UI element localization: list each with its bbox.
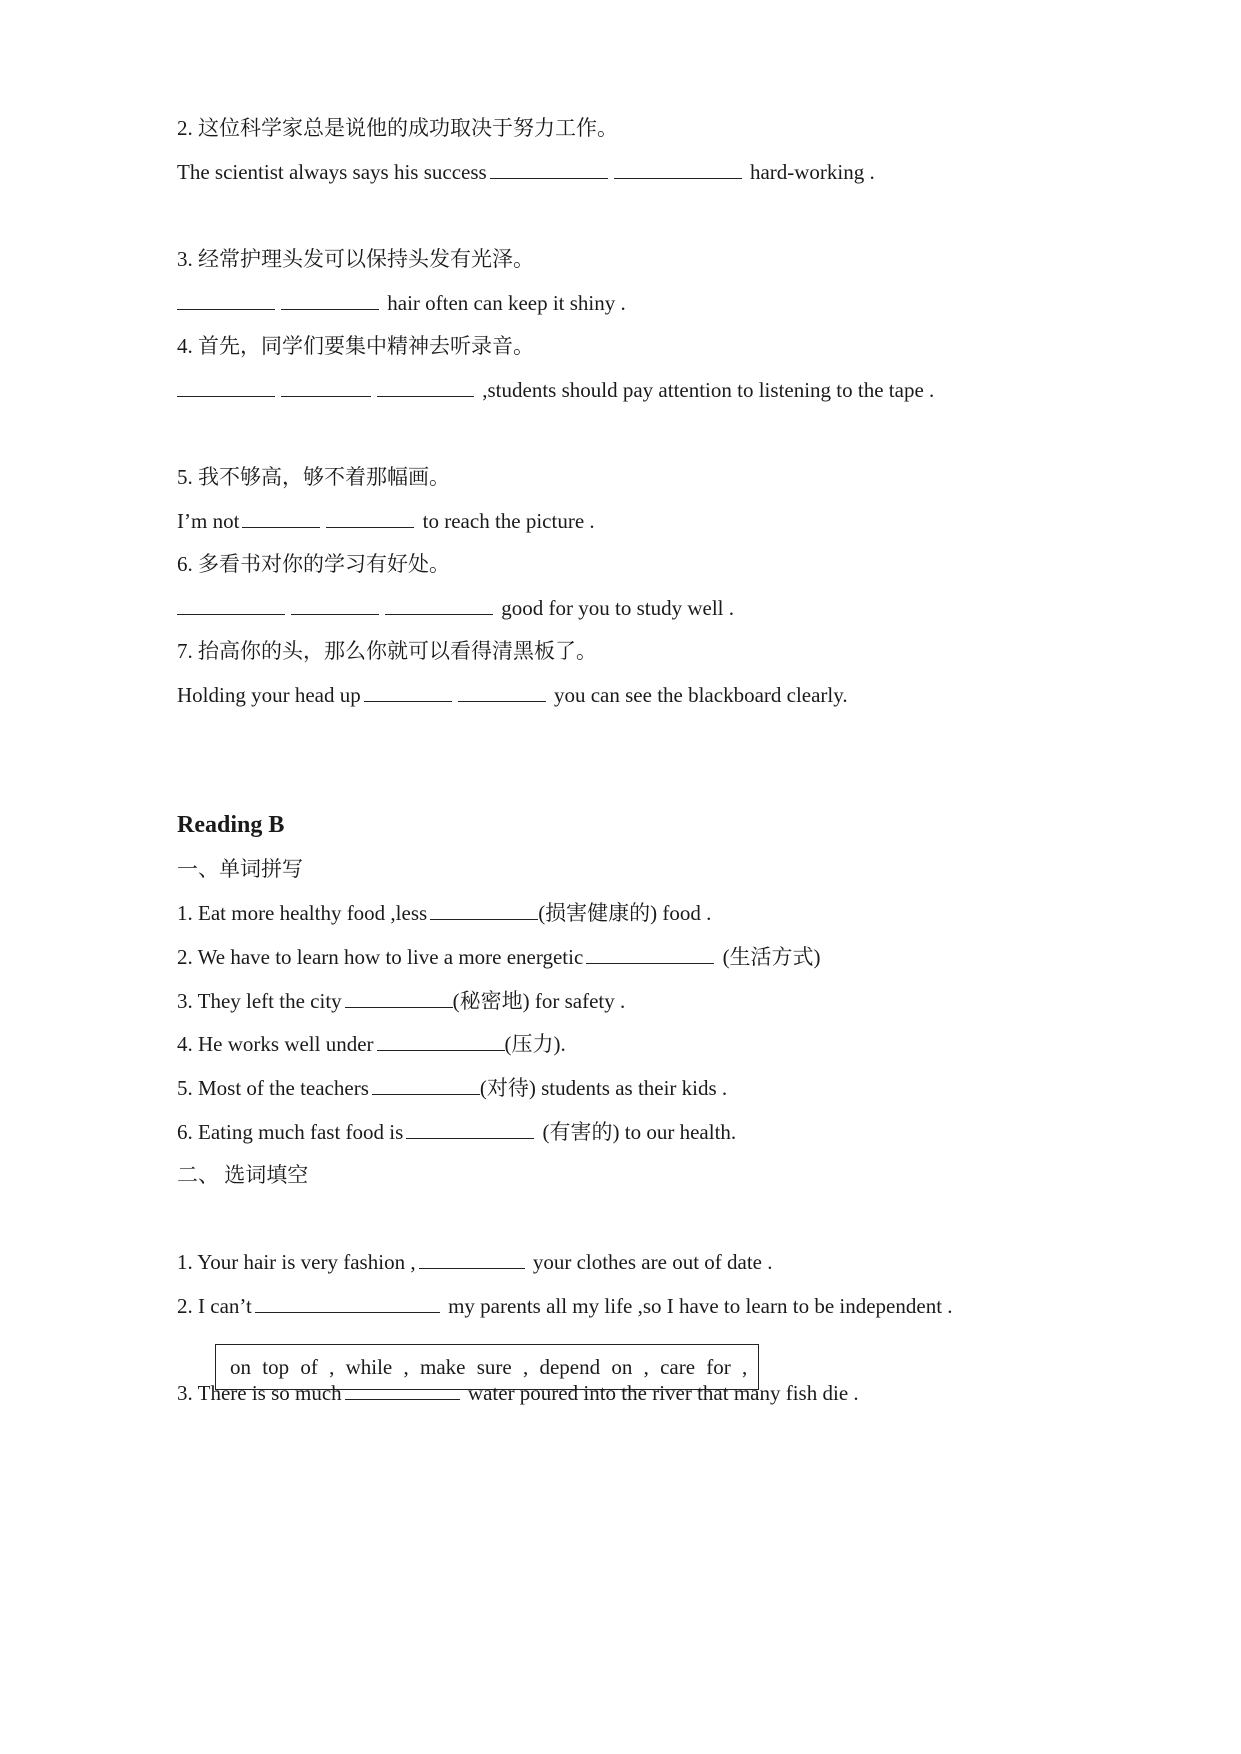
part-one-title: 一、单词拼写 [177, 857, 303, 881]
answer-blank[interactable] [255, 1292, 440, 1313]
question-7-english [177, 681, 848, 709]
word-spelling-4 [177, 1030, 566, 1058]
word-spelling-2 [177, 943, 821, 971]
word-spelling-1 [177, 899, 711, 927]
question-5-suffix: to reach the picture . [422, 509, 595, 533]
answer-blank[interactable] [490, 158, 608, 179]
answer-blank[interactable] [177, 594, 285, 615]
question-7-suffix: you can see the blackboard clearly. [553, 683, 848, 707]
word-spelling-5-suffix: (对待) students as their kids . [479, 1076, 728, 1100]
answer-blank[interactable] [377, 376, 474, 397]
fill-in-2 [177, 1292, 953, 1320]
answer-blank[interactable] [177, 376, 275, 397]
question-5-chinese: 5. 我不够高，够不着那幅画。 [177, 465, 450, 489]
word-spelling-5-prefix: 5. Most of the teachers [177, 1076, 369, 1100]
word-spelling-6 [177, 1118, 736, 1146]
question-5-prefix: I’m not [177, 509, 240, 533]
word-spelling-2-suffix: (生活方式) [722, 945, 821, 969]
answer-blank[interactable] [406, 1118, 534, 1139]
fill-in-3-prefix: 3. There is so much [177, 1381, 342, 1405]
answer-blank[interactable] [458, 681, 546, 702]
fill-in-2-suffix: my parents all my life ,so I have to learn to be independent . [448, 1294, 953, 1318]
fill-in-3 [177, 1379, 859, 1407]
section-heading: Reading B [177, 812, 285, 838]
word-spelling-6-suffix: (有害的) to our health. [542, 1120, 737, 1144]
answer-blank[interactable] [419, 1248, 525, 1269]
word-spelling-2-prefix: 2. We have to learn how to live a more energetic [177, 945, 584, 969]
question-7-chinese: 7. 抬高你的头，那么你就可以看得清黑板了。 [177, 639, 597, 663]
fill-in-1-prefix: 1. Your hair is very fashion , [177, 1250, 416, 1274]
answer-blank[interactable] [385, 594, 493, 615]
fill-in-3-suffix: water poured into the river that many fish die . [467, 1381, 859, 1405]
word-spelling-1-prefix: 1. Eat more healthy food ,less [177, 901, 428, 925]
answer-blank[interactable] [430, 899, 538, 920]
fill-in-1-suffix: your clothes are out of date . [532, 1250, 773, 1274]
answer-blank[interactable] [291, 594, 379, 615]
word-spelling-6-prefix: 6. Eating much fast food is [177, 1120, 404, 1144]
answer-blank[interactable] [281, 376, 371, 397]
question-6-chinese: 6. 多看书对你的学习有好处。 [177, 552, 450, 576]
word-spelling-4-suffix: (压力). [504, 1032, 566, 1056]
answer-blank[interactable] [345, 987, 453, 1008]
question-2-suffix: hard-working . [749, 160, 875, 184]
word-bank-box: on top of , while , make sure , depend on , care for , [215, 1344, 759, 1390]
question-2-english [177, 158, 875, 186]
question-6-english [177, 594, 734, 622]
question-6-suffix: good for you to study well . [501, 596, 734, 620]
word-spelling-3-prefix: 3. They left the city [177, 989, 342, 1013]
question-7-prefix: Holding your head up [177, 683, 361, 707]
part-two-title: 二、 选词填空 [177, 1163, 309, 1187]
fill-in-2-prefix: 2. I can’t [177, 1294, 252, 1318]
word-spelling-3 [177, 987, 625, 1015]
question-2-prefix: The scientist always says his success [177, 160, 487, 184]
question-5-english [177, 507, 595, 535]
question-2-chinese: 2. 这位科学家总是说他的成功取决于努力工作。 [177, 116, 618, 140]
word-spelling-1-suffix: (损害健康的) food . [538, 901, 712, 925]
question-3-english [177, 289, 626, 317]
answer-blank[interactable] [377, 1030, 505, 1051]
word-spelling-5 [177, 1074, 727, 1102]
answer-blank[interactable] [364, 681, 452, 702]
answer-blank[interactable] [177, 289, 275, 310]
question-4-suffix: ,students should pay attention to listening to the tape . [482, 378, 935, 402]
answer-blank[interactable] [345, 1379, 460, 1400]
question-4-english [177, 376, 934, 404]
answer-blank[interactable] [242, 507, 320, 528]
answer-blank[interactable] [614, 158, 742, 179]
question-3-suffix: hair often can keep it shiny . [387, 291, 626, 315]
word-spelling-3-suffix: (秘密地) for safety . [452, 989, 626, 1013]
word-spelling-4-prefix: 4. He works well under [177, 1032, 374, 1056]
answer-blank[interactable] [326, 507, 414, 528]
question-4-chinese: 4. 首先，同学们要集中精神去听录音。 [177, 334, 534, 358]
question-3-chinese: 3. 经常护理头发可以保持头发有光泽。 [177, 247, 534, 271]
answer-blank[interactable] [372, 1074, 480, 1095]
fill-in-1 [177, 1248, 773, 1276]
answer-blank[interactable] [281, 289, 379, 310]
answer-blank[interactable] [586, 943, 714, 964]
